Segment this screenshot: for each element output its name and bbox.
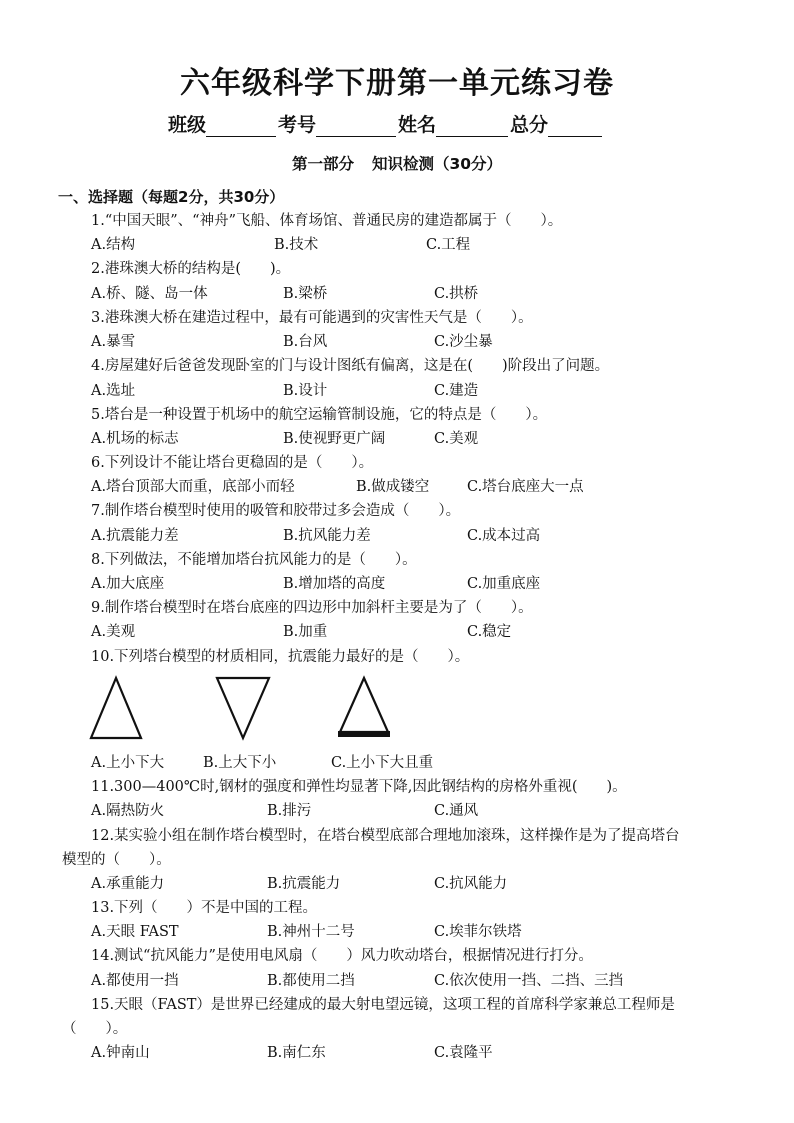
option-c[interactable]: C.成本过高 [467, 528, 541, 544]
option-b[interactable]: B.抗震能力 [267, 876, 341, 892]
question-stem: 1.“中国天眼”、“神舟”飞船、体育场馆、普通民房的建造都属于（ ）。 [91, 213, 563, 229]
option-a[interactable]: A.选址 [91, 383, 136, 399]
question-stem: 4.房屋建好后爸爸发现卧室的门与设计图纸有偏离，这是在( )阶段出了问题。 [91, 358, 610, 374]
option-b[interactable]: B.上大下小 [203, 755, 277, 771]
option-b[interactable]: B.都使用二挡 [267, 973, 355, 989]
option-a[interactable]: A.抗震能力差 [91, 528, 179, 544]
total-blank[interactable] [548, 118, 602, 137]
question-stem: 8.下列做法，不能增加塔台抗风能力的是（ ）。 [91, 552, 417, 568]
question-stem: 2.港珠澳大桥的结构是( )。 [91, 261, 291, 277]
question-stem: 10.下列塔台模型的材质相同，抗震能力最好的是（ ）。 [91, 649, 470, 665]
option-b[interactable]: B.使视野更广阔 [283, 431, 386, 447]
option-a[interactable]: A.机场的标志 [91, 431, 179, 447]
worksheet-title: 六年级科学下册第一单元练习卷 [180, 66, 614, 101]
option-a[interactable]: A.加大底座 [91, 576, 165, 592]
option-c[interactable]: C.拱桥 [434, 286, 479, 302]
question-stem-continued: 模型的（ ）。 [62, 852, 171, 868]
option-c[interactable]: C.建造 [434, 383, 479, 399]
question-stem: 13.下列（ ）不是中国的工程。 [91, 900, 318, 916]
option-c[interactable]: C.塔台底座大一点 [467, 479, 584, 495]
option-c[interactable]: C.加重底座 [467, 576, 541, 592]
option-a[interactable]: A.隔热防火 [91, 803, 165, 819]
option-c[interactable]: C.美观 [434, 431, 479, 447]
tower-model-wide-base-figure [88, 675, 144, 741]
option-a[interactable]: A.暴雪 [91, 334, 136, 350]
option-a[interactable]: A.天眼 FAST [91, 924, 179, 940]
part-topic: 知识检测（30分） [371, 155, 503, 173]
part-heading [0, 152, 794, 174]
option-b[interactable]: B.台风 [283, 334, 328, 350]
question-stem-continued: （ ）。 [62, 1021, 128, 1037]
name-label: 姓名 [398, 114, 437, 136]
tower-model-heavy-base-figure [336, 675, 392, 741]
option-b[interactable]: B.技术 [274, 237, 319, 253]
option-b[interactable]: B.神州十二号 [267, 924, 355, 940]
option-a[interactable]: A.美观 [91, 624, 136, 640]
option-a[interactable]: A.桥、隧、岛一体 [91, 286, 208, 302]
exam-no-label: 考号 [278, 114, 317, 136]
question-stem: 3.港珠澳大桥在建造过程中，最有可能遇到的灾害性天气是（ ）。 [91, 310, 533, 326]
question-stem: 6.下列设计不能让塔台更稳固的是（ ）。 [91, 455, 374, 471]
option-a[interactable]: A.都使用一挡 [91, 973, 179, 989]
name-blank[interactable] [436, 118, 508, 137]
tower-model-wide-top-figure [214, 675, 272, 741]
option-b[interactable]: B.加重 [283, 624, 328, 640]
question-stem: 14.测试“抗风能力”是使用电风扇（ ）风力吹动塔台，根据情况进行打分。 [91, 948, 593, 964]
class-label: 班级 [168, 114, 207, 136]
question-stem: 7.制作塔台模型时使用的吸管和胶带过多会造成（ ）。 [91, 503, 461, 519]
question-stem: 11.300—400℃时,钢材的强度和弹性均显著下降,因此钢结构的房格外重视( )。 [91, 779, 627, 795]
option-a[interactable]: A.钟南山 [91, 1045, 150, 1061]
option-a[interactable]: A.承重能力 [91, 876, 165, 892]
option-b[interactable]: B.设计 [283, 383, 328, 399]
total-label: 总分 [510, 114, 549, 136]
section-heading: 一、选择题（每题2分，共30分） [58, 188, 285, 206]
class-blank[interactable] [206, 118, 276, 137]
option-a[interactable]: A.塔台顶部大而重，底部小而轻 [91, 479, 295, 495]
option-c[interactable]: C.抗风能力 [434, 876, 508, 892]
option-a[interactable]: A.结构 [91, 237, 136, 253]
option-c[interactable]: C.依次使用一挡、二挡、三挡 [434, 973, 624, 989]
option-b[interactable]: B.南仁东 [267, 1045, 326, 1061]
question-stem: 9.制作塔台模型时在塔台底座的四边形中加斜杆主要是为了（ ）。 [91, 600, 533, 616]
question-stem: 12.某实验小组在制作塔台模型时，在塔台模型底部合理地加滚珠，这样操作是为了提高塔台 [91, 828, 680, 844]
part-name: 第一部分 [291, 155, 354, 173]
exam-no-blank[interactable] [316, 118, 396, 137]
option-b[interactable]: B.排污 [267, 803, 312, 819]
option-c[interactable]: C.通风 [434, 803, 479, 819]
option-b[interactable]: B.抗风能力差 [283, 528, 371, 544]
option-b[interactable]: B.增加塔的高度 [283, 576, 386, 592]
option-c[interactable]: C.埃菲尔铁塔 [434, 924, 522, 940]
student-info-line [168, 110, 604, 137]
question-stem: 15.天眼（FAST）是世界已经建成的最大射电望远镜，这项工程的首席科学家兼总工程师是 [91, 997, 675, 1013]
option-b[interactable]: B.梁桥 [283, 286, 328, 302]
option-c[interactable]: C.上小下大且重 [331, 755, 434, 771]
option-c[interactable]: C.袁隆平 [434, 1045, 493, 1061]
option-c[interactable]: C.工程 [426, 237, 471, 253]
option-a[interactable]: A.上小下大 [91, 755, 165, 771]
question-stem: 5.塔台是一种设置于机场中的航空运输管制设施，它的特点是（ ）。 [91, 407, 548, 423]
option-c[interactable]: C.沙尘暴 [434, 334, 493, 350]
option-b[interactable]: B.做成镂空 [356, 479, 430, 495]
option-c[interactable]: C.稳定 [467, 624, 512, 640]
